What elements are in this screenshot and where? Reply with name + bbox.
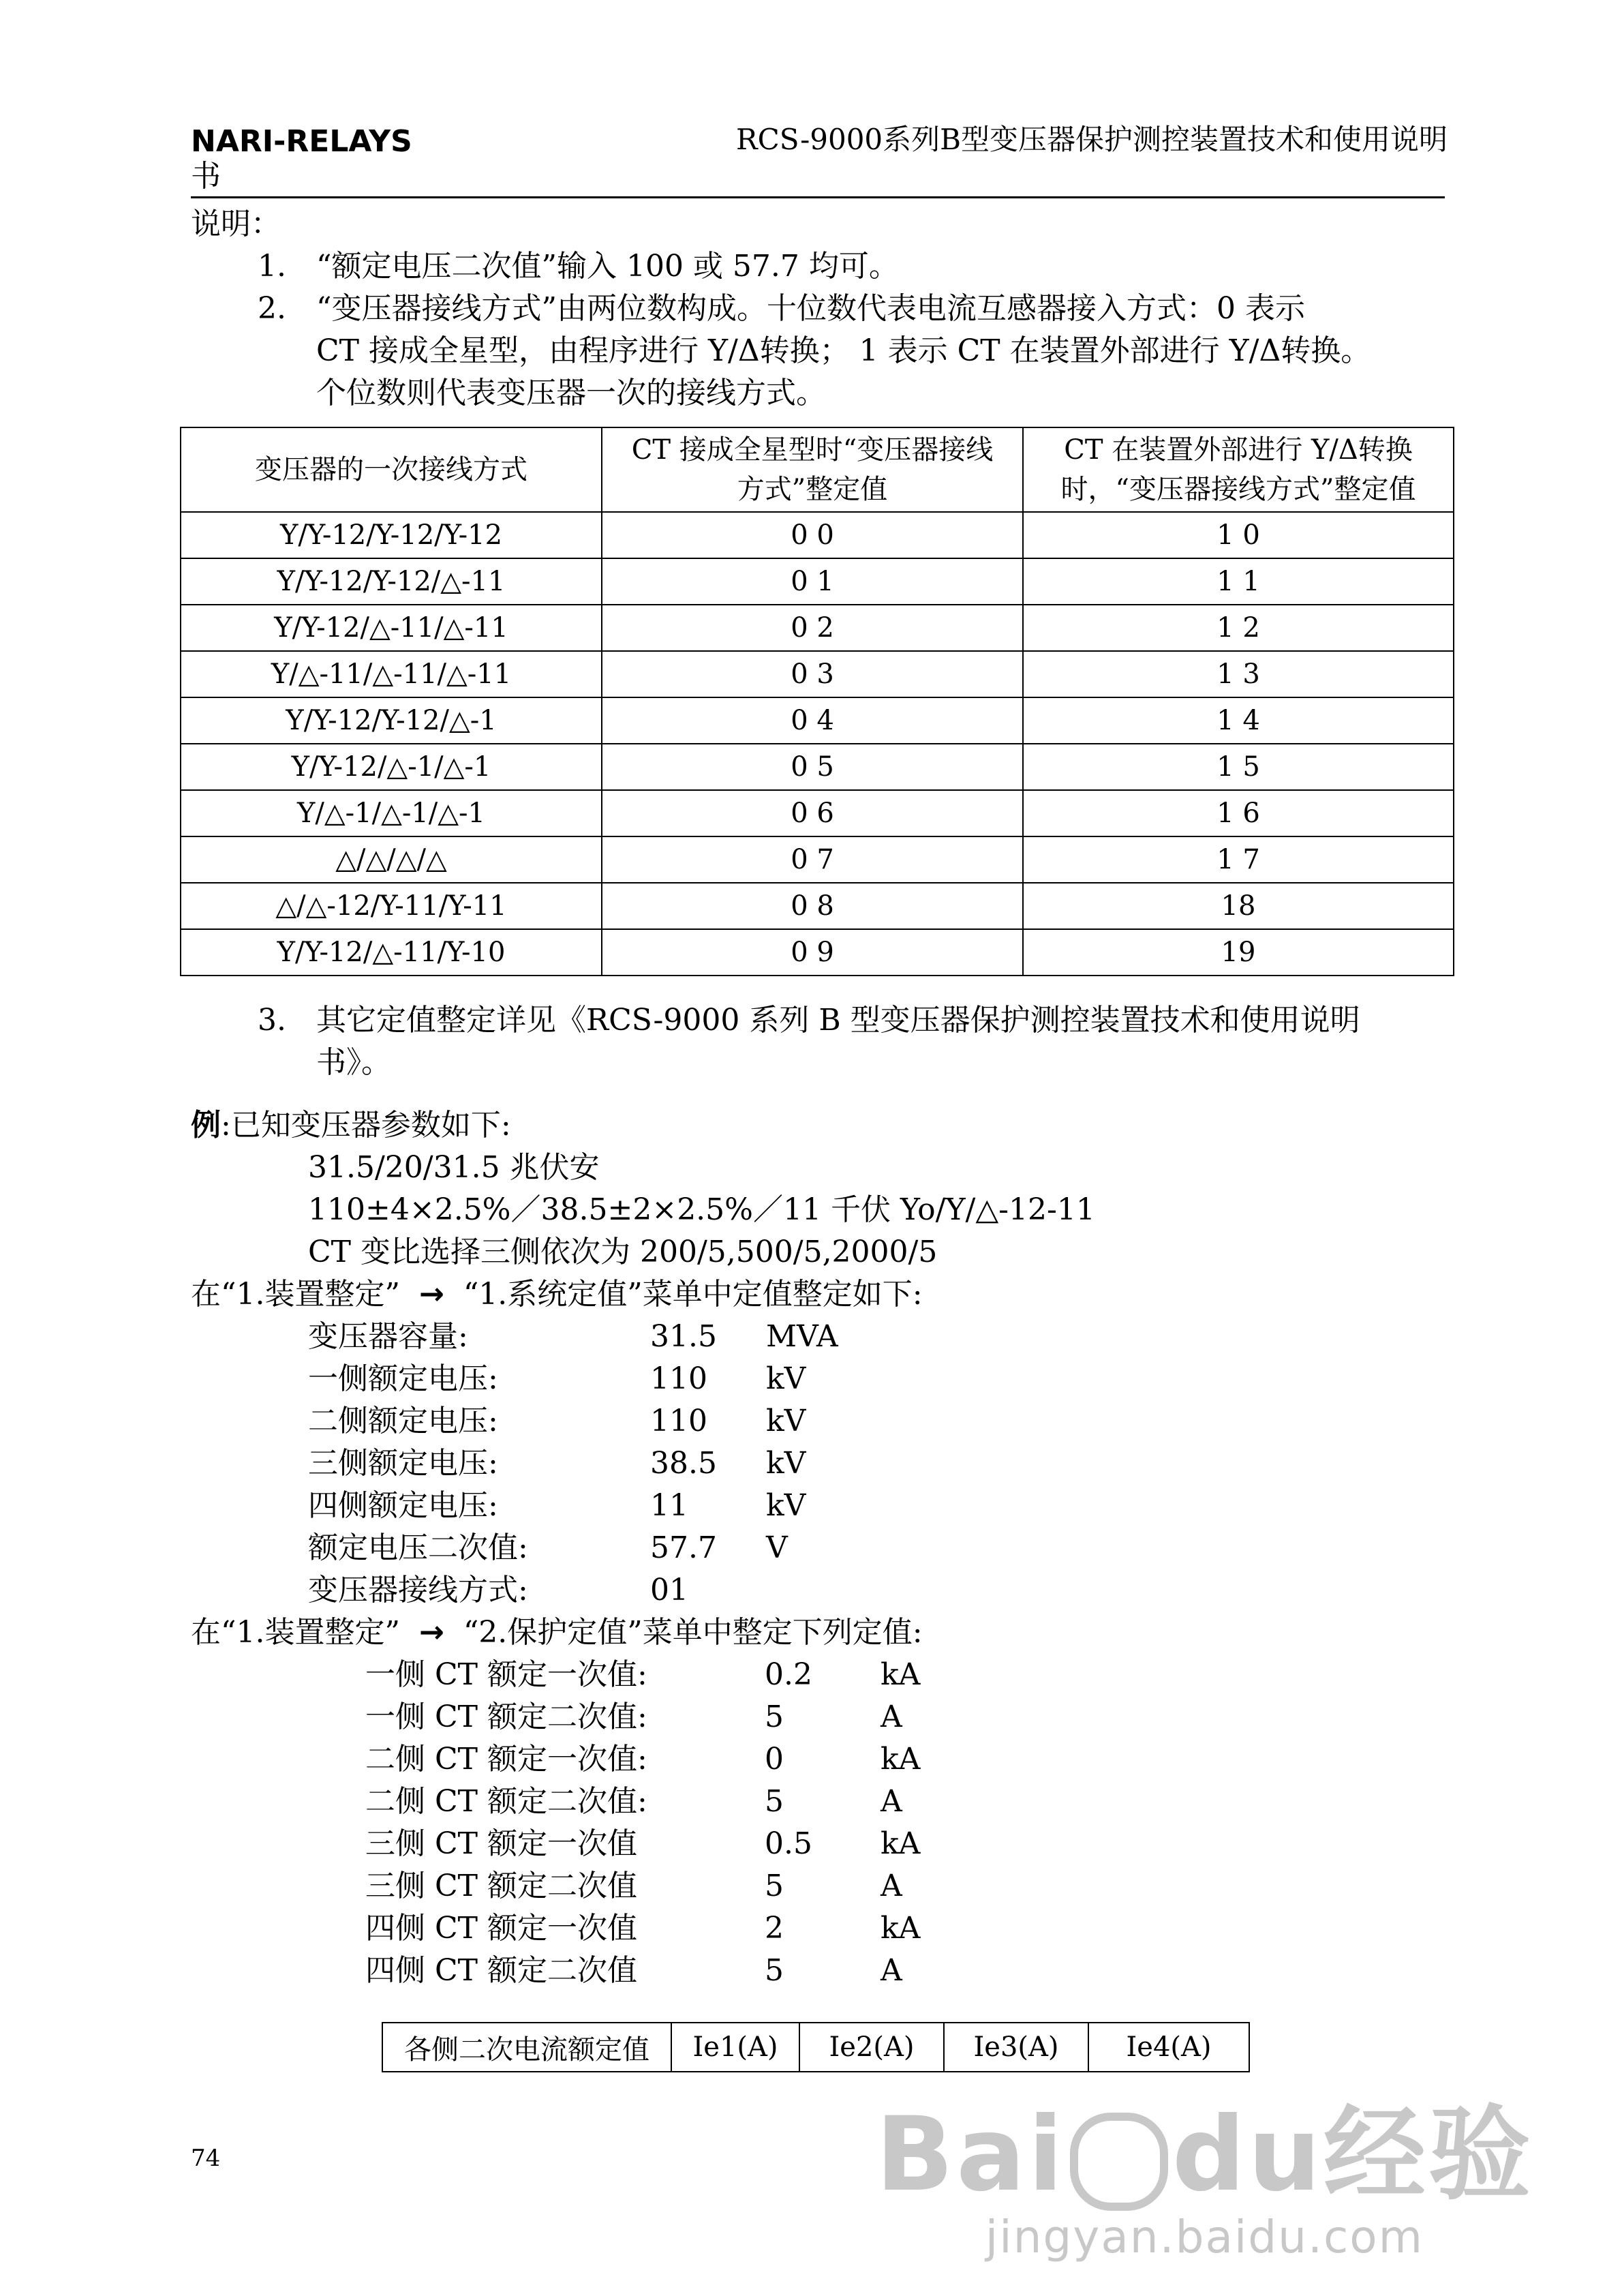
protection-setting-value: 0: [765, 1742, 784, 1777]
note-2-line-2: CT 接成全星型，由程序进行 Y/Δ转换； 1 表示 CT 在装置外部进行 Y/Δ转换。: [316, 333, 1371, 368]
table-cell: 1 2: [1023, 605, 1454, 651]
table-cell: Y/Y-12/Y-12/Y-12: [181, 512, 602, 558]
param-ct-ratio: CT 变比选择三侧依次为 200/5,500/5,2000/5: [308, 1235, 938, 1269]
wiring-mode-table: [180, 427, 1454, 976]
table-cell: △/△/△/△: [181, 836, 602, 883]
table-row: [181, 790, 1454, 836]
system-setting-unit: kV: [766, 1361, 806, 1396]
protection-setting-unit: A: [881, 1784, 902, 1819]
menu-path-protection: 在“1.装置整定” → “2.保护定值”菜单中整定下列定值:: [191, 1615, 923, 1650]
table-row: [181, 697, 1454, 744]
system-setting-unit: V: [766, 1530, 788, 1565]
protection-setting-value: 0.2: [765, 1657, 812, 1692]
table-cell: Y/Y-12/△-11/△-11: [181, 605, 602, 651]
protection-setting-value: 0.5: [765, 1826, 812, 1861]
table-cell: 0 5: [602, 744, 1023, 790]
arrow-right-icon: →: [418, 1277, 444, 1312]
arrow-right-icon: →: [418, 1615, 444, 1650]
protection-setting-unit: A: [881, 1869, 902, 1903]
note-3-number: 3.: [258, 1003, 286, 1038]
table-cell: 1 1: [1023, 558, 1454, 605]
system-setting-name: 一侧额定电压:: [308, 1361, 498, 1396]
protection-setting-name: 一侧 CT 额定二次值:: [365, 1700, 647, 1734]
table-cell: 0 4: [602, 697, 1023, 744]
notes-heading: 说明：: [191, 207, 281, 241]
table-cell: 0 0: [602, 512, 1023, 558]
page-number: 74: [191, 2145, 221, 2172]
table-cell: 0 1: [602, 558, 1023, 605]
system-setting-name: 变压器容量:: [308, 1319, 468, 1354]
table-cell: 1 7: [1023, 836, 1454, 883]
system-setting-value: 110: [650, 1361, 707, 1396]
menu-path-system: 在“1.装置整定” → “1.系统定值”菜单中定值整定如下:: [191, 1277, 923, 1312]
protection-setting-value: 5: [765, 1784, 784, 1819]
system-setting-value: 38.5: [650, 1446, 717, 1481]
system-setting-unit: kV: [766, 1446, 806, 1481]
protection-setting-unit: kA: [881, 1826, 921, 1861]
system-setting-name: 变压器接线方式:: [308, 1573, 528, 1607]
table-header-row: [181, 427, 1454, 512]
paw-icon: [1070, 2113, 1168, 2211]
table-cell: 1 5: [1023, 744, 1454, 790]
brand-name: NARI-RELAYS: [191, 124, 412, 159]
protection-setting-name: 三侧 CT 额定二次值: [365, 1869, 637, 1903]
table-row: [181, 651, 1454, 697]
note-2-number: 2.: [258, 291, 286, 326]
param-voltage: 110±4×2.5%／38.5±2×2.5%／11 千伏 Yo/Y/△-12-11: [308, 1192, 1095, 1227]
note-1-number: 1.: [258, 249, 286, 284]
protection-setting-unit: kA: [881, 1657, 921, 1692]
table-cell: Ie2(A): [799, 2023, 944, 2072]
table-cell: 0 6: [602, 790, 1023, 836]
rated-current-table: [382, 2022, 1250, 2072]
table-cell: Y/△-11/△-11/△-11: [181, 651, 602, 697]
table-cell: 1 3: [1023, 651, 1454, 697]
table-row: [181, 883, 1454, 929]
system-setting-unit: kV: [766, 1488, 806, 1523]
protection-setting-name: 二侧 CT 额定一次值:: [365, 1742, 647, 1777]
system-setting-value: 57.7: [650, 1530, 717, 1565]
protection-setting-name: 四侧 CT 额定二次值: [365, 1953, 637, 1988]
table-cell: Y/Y-12/△-11/Y-10: [181, 929, 602, 976]
table-cell: △/△-12/Y-11/Y-11: [181, 883, 602, 929]
system-setting-unit: MVA: [766, 1319, 838, 1354]
system-setting-value: 31.5: [650, 1319, 717, 1354]
protection-setting-unit: A: [881, 1953, 902, 1988]
table-row: [382, 2023, 1249, 2072]
table-cell: 19: [1023, 929, 1454, 976]
table-cell: 0 3: [602, 651, 1023, 697]
table-row: [181, 744, 1454, 790]
example-intro: [191, 1104, 511, 1147]
system-setting-name: 三侧额定电压:: [308, 1446, 498, 1481]
table-cell: 0 8: [602, 883, 1023, 929]
table-cell: 1 4: [1023, 697, 1454, 744]
table-cell: 0 2: [602, 605, 1023, 651]
system-setting-value: 01: [650, 1573, 688, 1607]
system-setting-value: 11: [650, 1488, 688, 1523]
protection-setting-unit: kA: [881, 1911, 921, 1946]
table-row: [181, 605, 1454, 651]
table-cell: Ie1(A): [671, 2023, 799, 2072]
protection-setting-name: 一侧 CT 额定一次值:: [365, 1657, 647, 1692]
table-cell: Y/Y-12/Y-12/△-11: [181, 558, 602, 605]
note-1-text: “额定电压二次值”输入 100 或 57.7 均可。: [316, 249, 899, 284]
watermark-url: jingyan.baidu.com: [985, 2211, 1424, 2263]
protection-setting-value: 2: [765, 1911, 784, 1946]
note-3-line-2: 书》。: [316, 1045, 391, 1080]
system-setting-unit: kV: [766, 1404, 806, 1438]
example-label: 例: [191, 1108, 221, 1143]
table-cell: Ie4(A): [1088, 2023, 1249, 2072]
system-setting-name: 额定电压二次值:: [308, 1530, 528, 1565]
system-setting-value: 110: [650, 1404, 707, 1438]
table-row: [181, 558, 1454, 605]
document-title: RCS-9000系列B型变压器保护测控装置技术和使用说明: [736, 123, 1448, 156]
protection-setting-value: 5: [765, 1700, 784, 1734]
note-2-line-3: 个位数则代表变压器一次的接线方式。: [316, 376, 826, 410]
header-primary-wiring: 变压器的一次接线方式: [181, 427, 602, 512]
table-cell: 1 6: [1023, 790, 1454, 836]
baidu-jingyan-watermark: [875, 2096, 1533, 2263]
protection-setting-value: 5: [765, 1953, 784, 1988]
system-setting-name: 二侧额定电压:: [308, 1404, 498, 1438]
note-3-line-1: 其它定值整定详见《RCS-9000 系列 B 型变压器保护测控装置技术和使用说明: [316, 1003, 1360, 1038]
table-row: [181, 929, 1454, 976]
table-cell: 1 0: [1023, 512, 1454, 558]
table-cell: Y/Y-12/△-1/△-1: [181, 744, 602, 790]
table-cell: Y/△-1/△-1/△-1: [181, 790, 602, 836]
protection-setting-name: 二侧 CT 额定二次值:: [365, 1784, 647, 1819]
header-rule: [191, 196, 1445, 198]
watermark-logo: Bai du经验: [875, 2096, 1533, 2215]
protection-setting-value: 5: [765, 1869, 784, 1903]
table-cell: 18: [1023, 883, 1454, 929]
table-cell: 各侧二次电流额定值: [382, 2023, 671, 2072]
protection-setting-unit: A: [881, 1700, 902, 1734]
document-title-wrap: 书: [191, 159, 221, 194]
table-row: [181, 836, 1454, 883]
system-setting-name: 四侧额定电压:: [308, 1488, 498, 1523]
table-cell: 0 7: [602, 836, 1023, 883]
table-cell: Y/Y-12/Y-12/△-1: [181, 697, 602, 744]
header-star-ct-setting: CT 接成全星型时“变压器接线 方式”整定值: [602, 427, 1023, 512]
note-2-line-1: “变压器接线方式”由两位数构成。十位数代表电流互感器接入方式：0 表示: [316, 291, 1305, 326]
table-cell: 0 9: [602, 929, 1023, 976]
table-cell: Ie3(A): [944, 2023, 1088, 2072]
header-external-ct-setting: CT 在装置外部进行 Y/Δ转换 时，“变压器接线方式”整定值: [1023, 427, 1454, 512]
protection-setting-name: 三侧 CT 额定一次值: [365, 1826, 637, 1861]
protection-setting-name: 四侧 CT 额定一次值: [365, 1911, 637, 1946]
param-capacity: 31.5/20/31.5 兆伏安: [308, 1150, 600, 1185]
table-row: [181, 512, 1454, 558]
protection-setting-unit: kA: [881, 1742, 921, 1777]
example-intro-text: :已知变压器参数如下:: [221, 1108, 511, 1143]
